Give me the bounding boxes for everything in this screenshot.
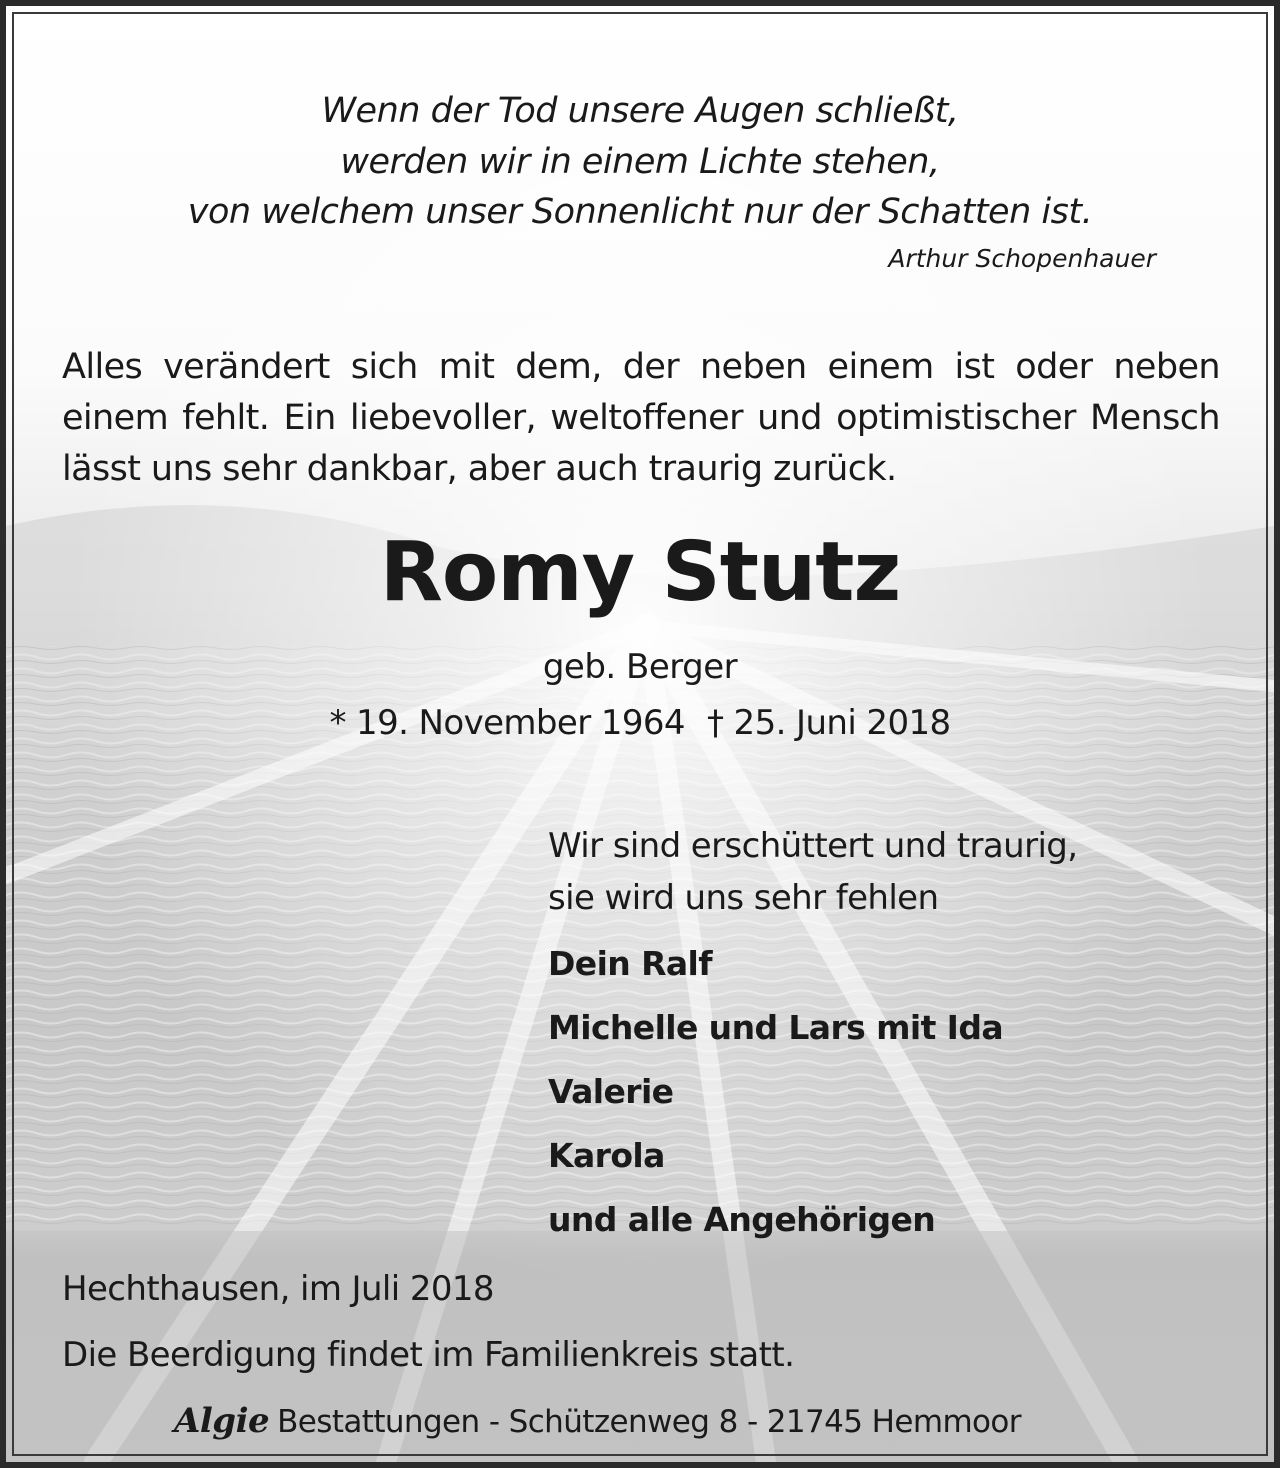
mourner-item: Dein Ralf	[548, 944, 713, 983]
undertaker-address: Bestattungen - Schützenweg 8 - 21745 Hemmoor	[277, 1404, 1021, 1440]
mourners-list	[548, 932, 1003, 1252]
life-dates	[6, 703, 1274, 743]
mourner-item: und alle Angehörigen	[548, 1200, 936, 1239]
undertaker-logo: Algie	[174, 1401, 270, 1441]
quote-line-2: werden wir in einem Lichte stehen,	[340, 142, 940, 182]
quote-author: Arthur Schopenhauer	[888, 244, 1156, 273]
mourning-message-line-2: sie wird uns sehr fehlen	[548, 878, 939, 918]
mourning-message	[548, 820, 1078, 924]
mourner-item: Karola	[548, 1136, 665, 1175]
mourning-message-line-1: Wir sind erschüttert und traurig,	[548, 826, 1078, 866]
obituary-content	[6, 6, 1274, 1462]
birth-date: * 19. November 1964	[329, 703, 685, 743]
intro-paragraph: Alles verändert sich mit dem, der neben einem ist oder neben einem fehlt. Ein liebevoller, weltoffener und optimistischer Mensch lässt uns sehr dankbar, aber auch traurig zurück.	[62, 347, 1220, 489]
quote-line-3: von welchem unser Sonnenlicht nur der Schatten ist.	[187, 192, 1093, 232]
undertaker-line	[174, 1401, 1021, 1441]
mourner-item: Michelle und Lars mit Ida	[548, 1008, 1004, 1047]
funeral-note: Die Beerdigung findet im Familienkreis statt.	[62, 1335, 795, 1375]
birth-name: geb. Berger	[542, 647, 738, 687]
place-and-date: Hechthausen, im Juli 2018	[62, 1269, 494, 1309]
quote-line-1: Wenn der Tod unsere Augen schließt,	[321, 91, 959, 131]
death-date: † 25. Juni 2018	[706, 703, 951, 743]
mourner-item: Valerie	[548, 1072, 674, 1111]
deceased-name: Romy Stutz	[379, 525, 901, 620]
